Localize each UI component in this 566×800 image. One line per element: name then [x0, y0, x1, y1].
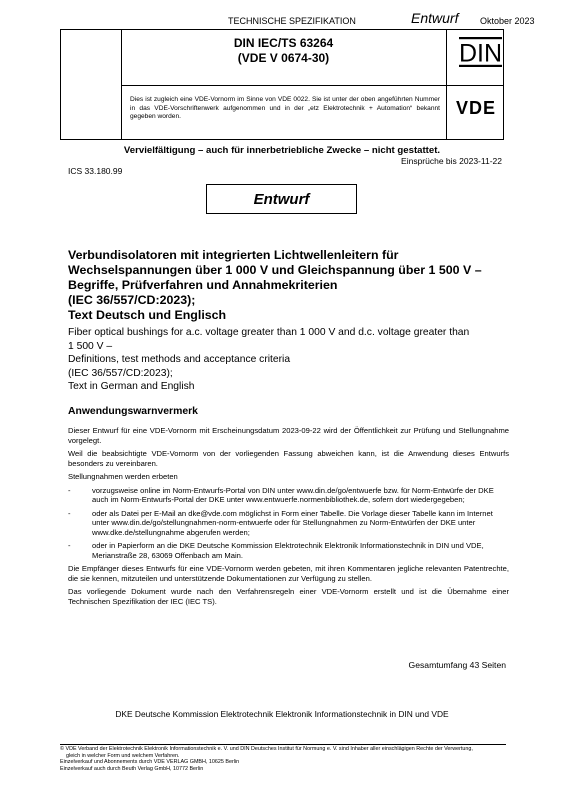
footer [60, 746, 520, 772]
objection-deadline: Einsprüche bis 2023-11-22 [401, 156, 502, 166]
footer-line: gleich in welcher Form und welchem Verfahren. [66, 752, 180, 759]
title-de-line: Verbundisolatoren mit integrierten Lichtwellenleitern für [68, 248, 399, 262]
bullet-dash: - [68, 508, 71, 518]
vde-note: Dies ist zugleich eine VDE-Vornorm im Sinne von VDE 0022. Sie ist unter der oben angeführten Nummer in das VDE-Vorschriftenwerk aufgenommen und in der „etz Elektrotechnik + Automation“ bekannt gegeben worden. [130, 96, 440, 120]
title-de-line: Wechselspannungen über 1 000 V und Gleichspannung über 1 500 V – [68, 263, 482, 277]
title-en-line: Definitions, test methods and acceptance criteria [68, 354, 291, 365]
status-label: Entwurf [411, 10, 459, 26]
date-label: Oktober 2023 [480, 16, 535, 26]
din-logo [459, 37, 502, 67]
warning-body [68, 426, 509, 610]
title-en-line: Fiber optical bushings for a.c. voltage greater than 1 000 V and d.c. voltage greater than [68, 327, 470, 338]
committee-name: DKE Deutsche Kommission Elektrotechnik Elektronik Informationstechnik in DIN und VDE [115, 709, 449, 719]
title-en-line: Text in German and English [68, 381, 195, 392]
title-en-line: (IEC 36/557/CD:2023); [68, 367, 173, 379]
bullet-text: oder als Datei per E-Mail an dke@vde.com möglichst in Form einer Tabelle. Die Vorlage dieser Tabelle kann im Internet unter www.din.de/go/stellungnahmen-norm-entwuerfe oder für Stellungnahmen zu Norm-Entwürfen der DKE unter www.dke.de/stellungnahme abgerufen werden; [92, 508, 493, 537]
title-de-line: (IEC 36/557/CD:2023); [68, 293, 196, 307]
standard-number: DIN IEC/TS 63264 [233, 36, 334, 50]
draft-box: Entwurf [206, 184, 357, 214]
title-en-line: 1 500 V – [68, 340, 113, 352]
warning-paragraph: Stellungnahmen werden erbeten [68, 472, 178, 481]
footer-line: Einzelverkauf und Abonnements durch VDE VERLAG GMBH, 10625 Berlin [60, 759, 240, 766]
warning-heading: Anwendungswarnvermerk [68, 406, 198, 417]
reproduction-notice: Vervielfältigung – auch für innerbetriebliche Zwecke – nicht gestattet. [123, 145, 441, 156]
footer-line: © VDE Verband der Elektrotechnik Elektronik Informationstechnik e. V. und DIN Deutsches Institut für Normung e. V. sind Inhaber aller einschlägigen Rechte der Verwertung, [60, 746, 473, 752]
warning-paragraph: Die Empfänger dieses Entwurfs für eine VDE-Vornorm werden gebeten, mit ihren Kommentaren jegliche relevanten Patentrechte, die sie kennen, mitzuteilen und unterstützende Dokumentationen zur Verfügung zu stellen. [68, 564, 509, 583]
footer-divider [60, 744, 506, 745]
footer-line: Einzelverkauf auch durch Beuth Verlag GmbH, 10772 Berlin [60, 765, 204, 772]
total-pages: Gesamtumfang 43 Seiten [408, 660, 506, 670]
title-de-line: Begriffe, Prüfverfahren und Annahmekriterien [68, 278, 338, 292]
title-english [68, 326, 508, 394]
bullet-dash: - [68, 485, 71, 495]
spec-type-label: TECHNISCHE SPEZIFIKATION [228, 16, 356, 26]
standard-number-block [121, 36, 446, 66]
warning-paragraph: Weil die beabsichtigte VDE-Vornorm von der vorliegenden Fassung abweichen kann, ist die Anwendung dieses Entwurfs besonders zu vereinbaren. [68, 449, 509, 468]
title-german [68, 248, 508, 323]
vde-logo: VDE [456, 98, 497, 118]
bullet-text: oder in Papierform an die DKE Deutsche Kommission Elektrotechnik Elektronik Informationstechnik in DIN und VDE, Merianstraße 28, 63069 Offenbach am Main. [92, 541, 484, 560]
warning-bullet [68, 509, 509, 538]
vde-number: (VDE V 0674-30) [237, 51, 330, 65]
bullet-text: vorzugsweise online im Norm-Entwurfs-Portal von DIN unter www.din.de/go/entwuerfe bzw. für Norm-Entwürfe der DKE auch im Norm-Entwurfs-Portal der DKE unter www.entwuerfe.normenbibliothek.de, sofern dort wiedergegeben; [92, 485, 494, 504]
warning-bullet [68, 541, 509, 560]
ics-code: ICS 33.180.99 [68, 166, 123, 176]
warning-paragraph: Dieser Entwurf für eine VDE-Vornorm mit Erscheinungsdatum 2023-09-22 wird der Öffentlichkeit zur Prüfung und Stellungnahme vorgelegt. [68, 426, 509, 445]
din-logo-text: DIN [459, 39, 502, 67]
warning-bullet [68, 486, 509, 505]
title-de-line: Text Deutsch und Englisch [68, 308, 227, 322]
bullet-dash: - [68, 541, 71, 550]
header-table [60, 29, 504, 140]
warning-paragraph: Das vorliegende Dokument wurde nach den Verfahrensregeln einer VDE-Vornorm erstellt und ist die Übernahme einer Technischen Spezifikation der IEC (IEC TS). [68, 587, 509, 606]
